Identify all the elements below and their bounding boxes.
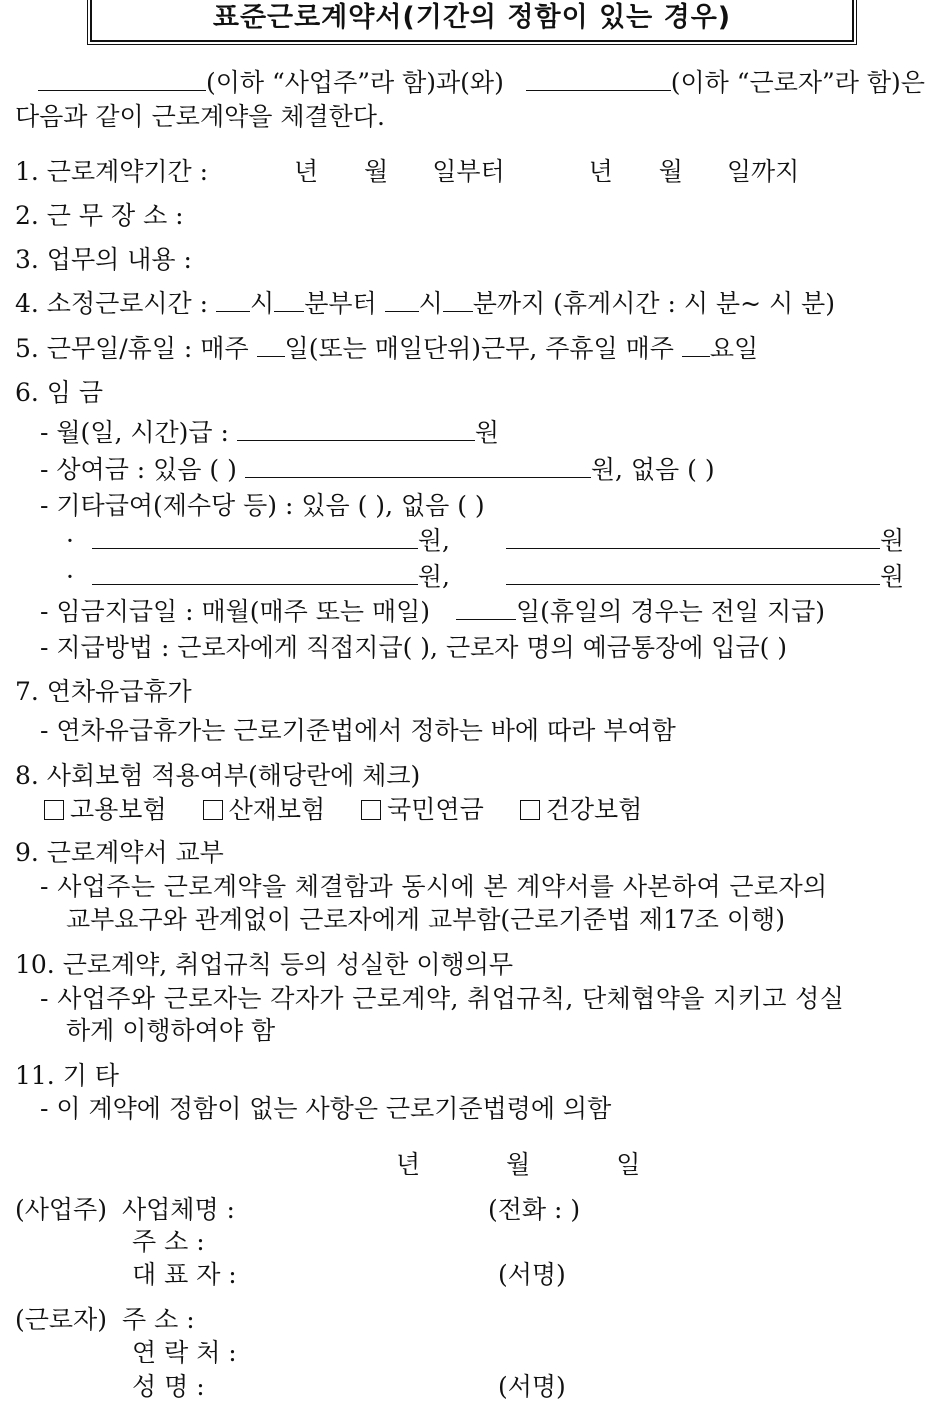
wage-monthly-blank[interactable]: [237, 418, 475, 441]
employer-role: (사업주): [15, 1195, 107, 1224]
weekly-holiday-end: 요일: [709, 334, 759, 363]
worker-name-blank[interactable]: [526, 68, 671, 91]
other-pay-item-1[interactable]: [92, 526, 418, 549]
period-month-1: 월: [364, 157, 389, 186]
checkbox-icon[interactable]: [361, 800, 381, 820]
contract-period-label: 1. 근로계약기간 :: [15, 157, 209, 186]
won: 원: [879, 526, 905, 555]
date-month: 월: [506, 1150, 531, 1179]
pay-day-label: - 임금지급일 : 매월(매주 또는 매일): [40, 597, 431, 626]
employer-phone: (전화 : ): [488, 1195, 581, 1224]
worker-sign: (서명): [498, 1372, 566, 1401]
wage-monthly: [40, 418, 499, 448]
duty-text-2: 하게 이행하여야 함: [66, 1016, 276, 1045]
worker-name-label: 성 명 :: [132, 1372, 205, 1401]
health-insurance-option[interactable]: [520, 795, 643, 824]
worker-role: (근로자): [15, 1305, 107, 1334]
other-pay-row-2: [66, 562, 904, 592]
hour-unit-2: 시: [418, 289, 443, 318]
bullet-dot: ·: [66, 526, 74, 555]
contract-delivery-text-2: 교부요구와 관계없이 근로자에게 교부함(근로기준법 제17조 이행): [66, 905, 785, 934]
period-year-2: 년: [588, 157, 613, 186]
employer-address-label: 주 소 :: [132, 1227, 205, 1256]
option-label: 산재보험: [228, 795, 326, 824]
other-pay-item-2[interactable]: [506, 526, 880, 549]
annual-leave-text: - 연차유급휴가는 근로기준법에서 정하는 바에 따라 부여함: [40, 716, 676, 745]
bonus-blank[interactable]: [245, 455, 591, 478]
employer-company-label: 사업체명 :: [122, 1195, 235, 1224]
workdays-blank[interactable]: [257, 334, 285, 357]
employer-rep-label: 대 표 자 :: [132, 1260, 237, 1289]
national-pension-option[interactable]: [361, 795, 484, 824]
annual-leave-heading: 7. 연차유급휴가: [15, 677, 192, 706]
date-year: 년: [396, 1150, 421, 1179]
wage-monthly-unit: 원: [474, 418, 500, 447]
bonus-unit: 원, 없음 ( ): [590, 455, 715, 484]
other-pay-row-1: [66, 526, 904, 556]
period-year-1: 년: [294, 157, 319, 186]
bonus-label: - 상여금 : 있음 ( ): [40, 455, 237, 484]
hour-unit-1: 시: [250, 289, 275, 318]
checkbox-icon[interactable]: [520, 800, 540, 820]
bonus: [40, 455, 715, 485]
other-pay-item-3[interactable]: [92, 562, 418, 585]
intro-line-1: [38, 68, 925, 98]
worker-contact-label: 연 락 처 :: [132, 1338, 237, 1367]
end-minute-blank[interactable]: [443, 289, 473, 312]
social-insurance-heading: 8. 사회보험 적용여부(해당란에 체크): [15, 761, 421, 790]
worker-address-label: 주 소 :: [122, 1305, 195, 1334]
minute-from: 분부터: [304, 289, 377, 318]
date-day: 일: [616, 1150, 641, 1179]
won: 원: [879, 562, 905, 591]
period-to: 일까지: [726, 157, 800, 186]
misc-text: - 이 계약에 정함이 없는 사항은 근로기준법령에 의함: [40, 1094, 612, 1123]
checkbox-icon[interactable]: [44, 800, 64, 820]
workdays-label: 5. 근무일/휴일 : 매주: [15, 334, 249, 363]
working-hours-label: 4. 소정근로시간 :: [15, 289, 209, 318]
workdays-holidays: [15, 334, 758, 364]
workdays-mid: 일(또는 매일단위)근무, 주휴일 매주: [284, 334, 674, 363]
wage-heading: 6. 임 금: [15, 378, 104, 407]
employer-ref-text: (이하 “사업주”라 함)과(와): [206, 68, 504, 97]
industrial-accident-option[interactable]: [203, 795, 326, 824]
end-hour-blank[interactable]: [385, 289, 419, 312]
job-description: 3. 업무의 내용 :: [15, 245, 192, 274]
option-label: 건강보험: [545, 795, 643, 824]
signing-date: [396, 1150, 640, 1180]
contract-delivery-text-1: - 사업주는 근로계약을 체결함과 동시에 본 계약서를 사본하여 근로자의: [40, 872, 828, 901]
minute-to-break: 분까지 (휴게시간 : 시 분~ 시 분): [472, 289, 835, 318]
pay-day-blank[interactable]: [456, 597, 516, 620]
bullet-dot: ·: [66, 562, 74, 591]
contract-delivery-heading: 9. 근로계약서 교부: [15, 838, 224, 867]
weekly-holiday-blank[interactable]: [682, 334, 710, 357]
working-hours: [15, 289, 835, 319]
option-label: 고용보험: [70, 795, 167, 824]
period-month-2: 월: [658, 157, 683, 186]
employment-insurance-option[interactable]: [44, 795, 167, 824]
start-minute-blank[interactable]: [274, 289, 304, 312]
pay-day-end: 일(휴일의 경우는 전일 지급): [516, 597, 826, 626]
duty-heading: 10. 근로계약, 취업규칙 등의 성실한 이행의무: [15, 950, 513, 979]
checkbox-icon[interactable]: [203, 800, 223, 820]
social-insurance-options: [44, 795, 642, 825]
wage-monthly-label: - 월(일, 시간)급 :: [40, 418, 229, 447]
contract-period: [15, 157, 799, 187]
other-pay-item-4[interactable]: [506, 562, 880, 585]
other-pay: - 기타급여(제수당 등) : 있음 ( ), 없음 ( ): [40, 491, 485, 520]
employer-name-blank[interactable]: [38, 68, 206, 91]
document-title: 표준근로계약서(기간의 정함이 있는 경우): [90, 0, 854, 42]
duty-text-1: - 사업주와 근로자는 각자가 근로계약, 취업규칙, 단체협약을 지키고 성실: [40, 984, 845, 1013]
won-comma: 원,: [417, 526, 451, 555]
work-place: 2. 근 무 장 소 :: [15, 201, 184, 230]
pay-day: [40, 597, 825, 627]
employer-sign: (서명): [498, 1260, 566, 1289]
period-from: 일부터: [432, 157, 505, 186]
misc-heading: 11. 기 타: [15, 1061, 119, 1090]
intro-line-2: 다음과 같이 근로계약을 체결한다.: [15, 102, 385, 131]
worker-ref-text: (이하 “근로자”라 함)은: [670, 68, 925, 97]
start-hour-blank[interactable]: [216, 289, 250, 312]
pay-method: - 지급방법 : 근로자에게 직접지급( ), 근로자 명의 예금통장에 입금( ): [40, 633, 788, 662]
won-comma: 원,: [417, 562, 451, 591]
option-label: 국민연금: [387, 795, 484, 824]
